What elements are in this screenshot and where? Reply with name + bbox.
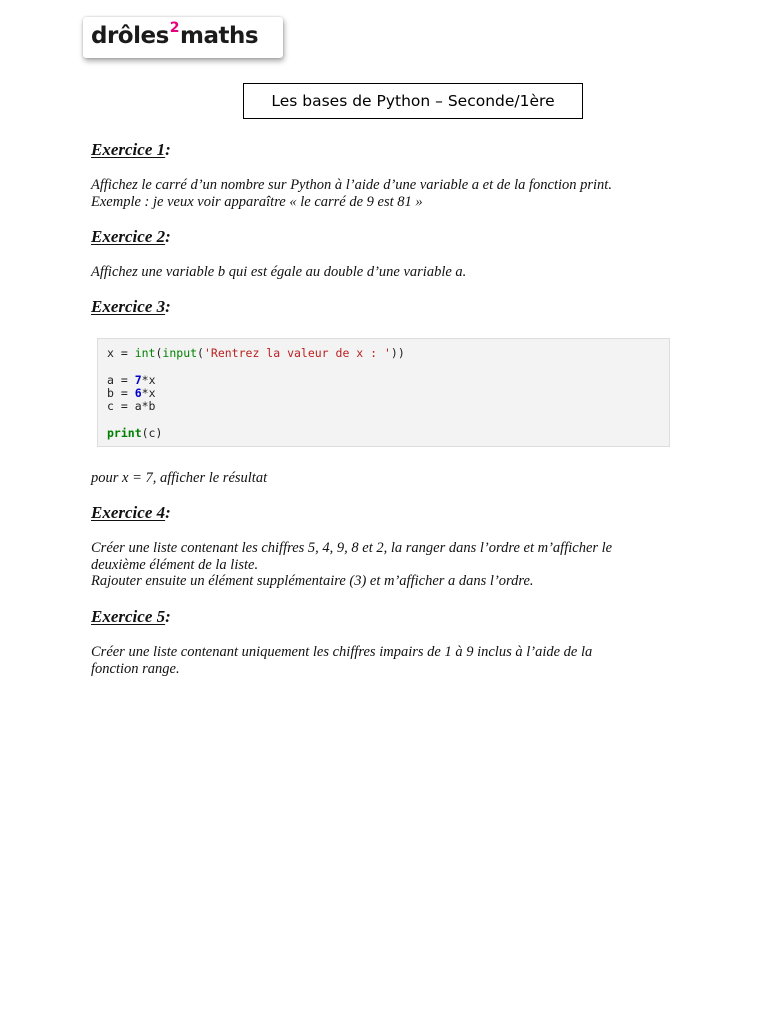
code-line-1: x = int(input('Rentrez la valeur de x : ')) (107, 346, 405, 360)
exercise-5-title: Exercice 5: (91, 607, 171, 626)
exercise-4-line: Rajouter ensuite un élément supplémentaire (3) et m’afficher a dans l’ordre. (91, 573, 534, 589)
logo (83, 17, 283, 58)
exercise-5-line: Créer une liste contenant uniquement les chiffres impairs de 1 à 9 inclus à l’aide de la (91, 644, 593, 660)
exercise-1-title: Exercice 1: (91, 140, 171, 159)
code-block (97, 338, 670, 447)
code-line-3: b = 6*x (107, 386, 156, 400)
exercise-4-line: Créer une liste contenant les chiffres 5, 4, 9, 8 et 2, la ranger dans l’ordre et m’afficher le (91, 540, 613, 556)
code-line-5: print(c) (107, 426, 163, 440)
exercise-3-title: Exercice 3: (91, 297, 171, 316)
logo-part2: maths (180, 23, 259, 49)
logo-text (91, 20, 259, 49)
exercise-5-text (91, 644, 671, 677)
code-line-4: c = a*b (107, 399, 156, 413)
exercise-4-line: deuxième élément de la liste. (91, 556, 259, 573)
exercise-3-line: pour x = 7, afficher le résultat (91, 470, 268, 486)
logo-superscript: 2 (169, 20, 180, 36)
exercise-3-text (91, 470, 671, 487)
logo-part1: drôles (91, 23, 169, 49)
exercise-2-text (91, 264, 671, 281)
exercise-2-title: Exercice 2: (91, 227, 171, 246)
exercise-4-title: Exercice 4: (91, 503, 171, 522)
exercise-4-text (91, 540, 671, 590)
exercise-2-line: Affichez une variable b qui est égale au double d’une variable a. (91, 264, 467, 280)
code-line-2: a = 7*x (107, 373, 156, 387)
document-title: Les bases de Python – Seconde/1ère (243, 83, 583, 119)
exercise-1-line: Affichez le carré d’un nombre sur Python à l’aide d’une variable a et de la fonction print. (91, 177, 612, 193)
exercise-5-line: fonction range. (91, 660, 180, 677)
exercise-1-line: Exemple : je veux voir apparaître « le carré de 9 est 81 » (91, 193, 423, 210)
exercise-1-text (91, 177, 671, 210)
